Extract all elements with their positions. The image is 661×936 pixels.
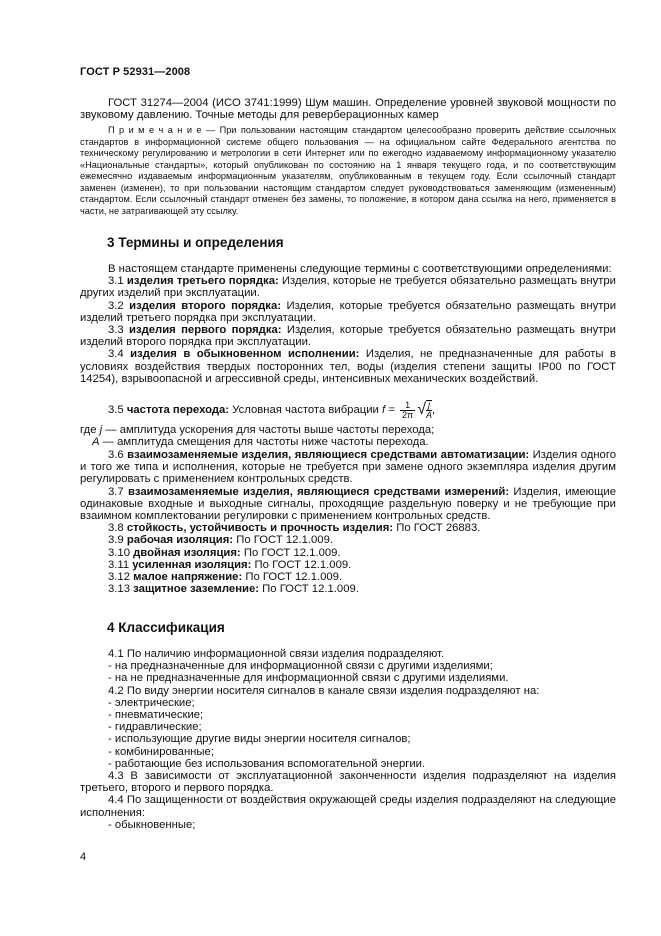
section-4-title: 4 Классификация bbox=[107, 620, 225, 635]
formula-lhs: f = bbox=[381, 403, 395, 416]
section-3-title: 3 Термины и определения bbox=[107, 235, 284, 250]
term-3-8: 3.8 стойкость, устойчивость и прочность изделия: По ГОСТ 26883. bbox=[108, 522, 481, 535]
where-a: A — амплитуда смещения для частоты ниже частоты перехода. bbox=[92, 436, 429, 449]
list-item: - на не предназначенные для информационной связи с другими изделиями. bbox=[108, 672, 509, 685]
list-item: - пневматические; bbox=[108, 709, 204, 722]
list-item: - электрические; bbox=[108, 696, 195, 709]
para-4-3: 4.3 В зависимости от эксплуатационной законченности изделия подразделяют на изделия третьего, второго и первого порядка. bbox=[80, 770, 616, 795]
reference-text: ГОСТ 31274—2004 (ИСО 3741:1999) Шум машин. Определение уровней звуковой мощности по звуковому давлению. Точные методы для реверберационных камер bbox=[80, 97, 616, 122]
sqrt-symbol: √ bbox=[417, 401, 426, 418]
term-3-7: 3.7 взаимозаменяемые изделия, являющиеся средствами измерений: Изделия, имеющие одинаковые входные и выходные сигналы, проходящие раздельную поверку и не требующие при взаимном комплектовании регулировки с применением контрольных средств. bbox=[80, 485, 616, 523]
list-item: - обыкновенные; bbox=[108, 818, 196, 831]
reference-entry bbox=[80, 97, 616, 121]
section-4-body bbox=[80, 648, 616, 831]
list-item: - комбинированные; bbox=[108, 745, 214, 758]
term-3-11: 3.11 усиленная изоляция: По ГОСТ 12.1.009. bbox=[108, 558, 352, 571]
section-3-body bbox=[80, 263, 616, 385]
term-3-13: 3.13 защитное заземление: По ГОСТ 12.1.009. bbox=[108, 583, 359, 596]
term-3-12: 3.12 малое напряжение: По ГОСТ 12.1.009. bbox=[108, 571, 343, 584]
term-3-3: 3.3 изделия первого порядка: Изделия, которые требуется обязательно размещать внутри изделий второго порядка при эксплуатации. bbox=[80, 324, 616, 349]
where-j: где j — амплитуда ускорения для частоты выше частоты перехода; bbox=[80, 424, 435, 436]
document-header: ГОСТ Р 52931—2008 bbox=[80, 66, 191, 78]
formula-explanation bbox=[80, 424, 616, 448]
term-3-1: 3.1 изделия третьего порядка: Изделия, которые не требуется обязательно размещать внутри других изделий при эксплуатации. bbox=[80, 275, 616, 300]
page-number: 4 bbox=[80, 851, 87, 863]
term-3-6: 3.6 взаимозаменяемые изделия, являющиеся средствами автоматизации: Изделия одного и того же типа и исполнения, которые не требуется при замене одного экземпляра изделия другим регулировать с применением контрольных средств. bbox=[80, 449, 616, 486]
list-item: - гидравлические; bbox=[108, 721, 202, 734]
term-3-5: 3.5 частота перехода: Условная частота вибрации f = $\frac{1}{2\pi}$ √ $\frac{j}{A}$ , bbox=[108, 399, 436, 420]
term-3-2: 3.2 изделия второго порядка: Изделия, которые требуется обязательно размещать внутри изделий третьего порядка при эксплуатации. bbox=[80, 299, 617, 324]
note-text: — При пользовании настоящим стандартом целесообразно проверить действие ссылочных стандартов в информационной системе общего пользования — на официальном сайте Федерального агентства по техническому регулированию и метрологии в сети Интернет или по ежегодно издаваемому информационному указателю «Национальные стандарты», который опубликован по состоянию на 1 января текущего года, и по соответствующим ежемесячно издаваемым информационным указателям, опубликованным в текущем году. Если ссылочный стандарт заменен (изменен), то при пользовании настоящим стандартом следует руководствоваться заменяющим (измененным) стандартом. Если ссылочный стандарт отменен без замены, то положение, в котором дана ссылка на него, применяется в части, не затрагивающей эту ссылку. bbox=[80, 125, 616, 216]
list-item: - работающие без использования вспомогательной энергии. bbox=[108, 757, 426, 770]
term-3-4: 3.4 изделия в обыкновенном исполнении: Изделия, не предназначенные для работы в условиях воздействия твердых посторонних тел, воды (изделия степени защиты IP00 по ГОСТ 14254), взрывоопасной и агрессивной среды, интенсивных механических воздействий. bbox=[80, 348, 616, 385]
formula-radicand: $\frac{j}{A}$ bbox=[426, 400, 433, 420]
formula-fraction: $\frac{1}{2\pi}$ bbox=[402, 399, 414, 420]
para-4-4: 4.4 По защищенности от воздействия окружающей среды изделия подразделяют на следующие исполнения: bbox=[80, 794, 616, 819]
section-3-intro: В настоящем стандарте применены следующие термины с соответствующими определениями: bbox=[108, 263, 612, 275]
note-label: П р и м е ч а н и е bbox=[108, 125, 202, 135]
para-4-2: 4.2 По виду энергии носителя сигналов в канале связи изделия подразделяют на: bbox=[108, 684, 540, 697]
term-3-10: 3.10 двойная изоляция: По ГОСТ 12.1.009. bbox=[108, 546, 341, 559]
note-block bbox=[80, 125, 616, 217]
term-3-9: 3.9 рабочая изоляция: По ГОСТ 12.1.009. bbox=[108, 534, 333, 547]
list-item: - использующие другие виды энергии носителя сигналов; bbox=[108, 733, 411, 746]
para-4-1: 4.1 По наличию информационной связи изделия подразделяют. bbox=[108, 648, 445, 660]
list-item: - на предназначенные для информационной связи с другими изделиями; bbox=[108, 660, 493, 673]
terms-3-6-to-3-13 bbox=[80, 449, 616, 595]
